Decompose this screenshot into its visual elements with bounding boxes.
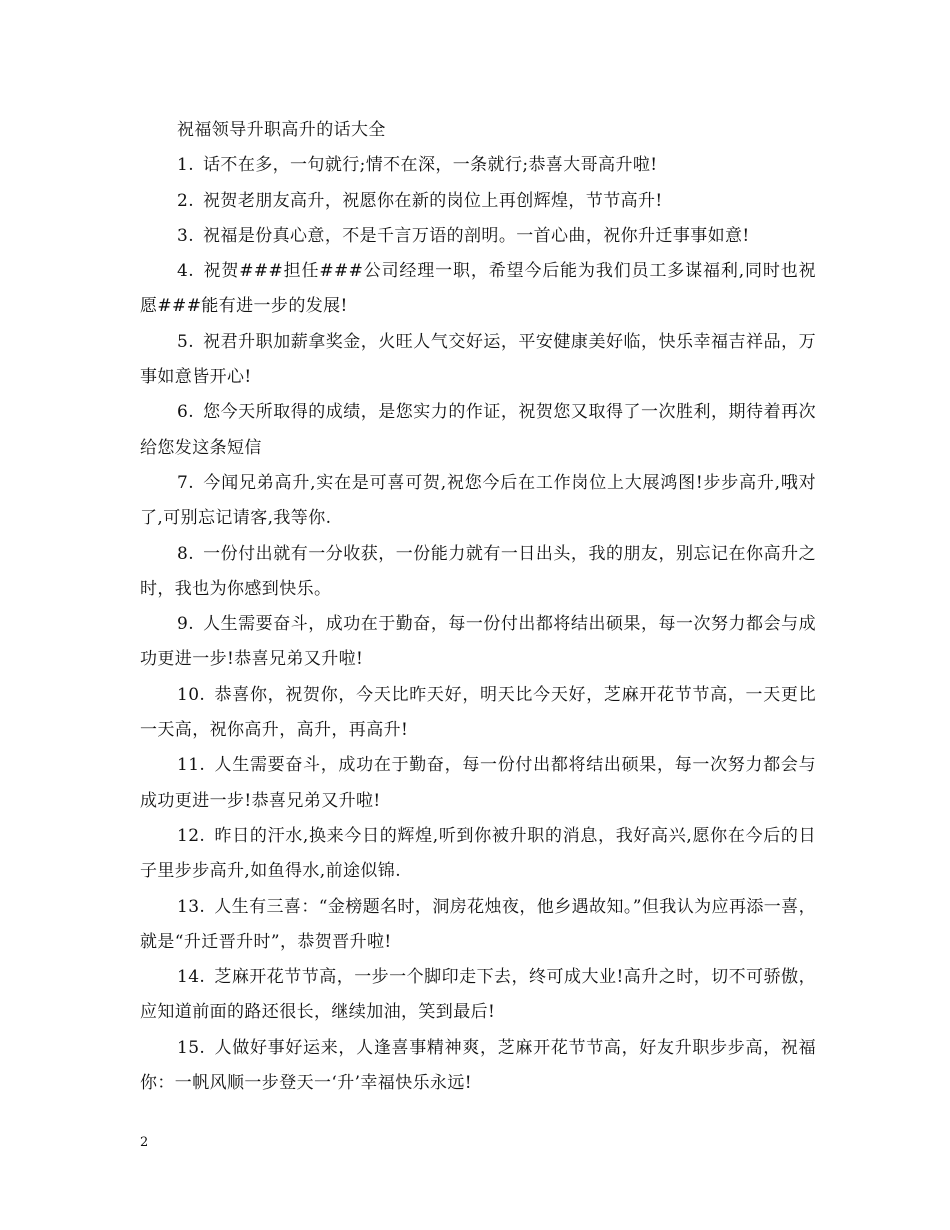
list-item <box>140 184 816 219</box>
item-number: 9. <box>177 614 195 635</box>
list-item <box>140 890 816 961</box>
item-text: 一份付出就有一分收获，一份能力就有一日出头，我的朋友，别忘记在你高升之时，我也为你感到快乐。 <box>140 543 816 599</box>
item-text: 恭喜你，祝贺你，今天比昨天好，明天比今天好，芝麻开花节节高，一天更比一天高，祝你高升，高升，再高升! <box>140 684 816 741</box>
item-text: 芝麻开花节节高，一步一个脚印走下去，终可成大业!高升之时，切不可骄傲，应知道前面的路还很长，继续加油，笑到最后! <box>140 967 816 1023</box>
item-text: 您今天所取得的成绩，是您实力的作证，祝贺您又取得了一次胜利，期待着再次给您发这条短信 <box>140 402 816 458</box>
item-number: 6. <box>177 402 195 423</box>
list-item <box>140 466 816 537</box>
item-text: 人生需要奋斗，成功在于勤奋，每一份付出都将结出硕果，每一次努力都会与成功更进一步!恭喜兄弟又升啦! <box>140 614 816 670</box>
item-text: 祝君升职加薪拿奖金，火旺人气交好运，平安健康美好临，快乐幸福吉祥品，万事如意皆开心! <box>140 331 816 388</box>
item-text: 今闻兄弟高升,实在是可喜可贺,祝您今后在工作岗位上大展鸿图!步步高升,哦对了,可别忘记请客,我等你. <box>140 472 816 529</box>
item-number: 3. <box>177 225 195 246</box>
document-title: 祝福领导升职高升的话大全 <box>177 120 386 140</box>
list-item <box>140 395 816 466</box>
list-item <box>140 960 816 1031</box>
item-number: 12. <box>177 825 206 846</box>
item-text: 人生需要奋斗，成功在于勤奋，每一份付出都将结出硕果，每一次努力都会与成功更进一步!恭喜兄弟又升啦! <box>140 755 816 811</box>
list-item <box>140 219 816 254</box>
list-item <box>140 678 816 749</box>
list-item <box>140 819 816 890</box>
wish-list <box>140 148 816 1101</box>
list-item <box>140 748 816 819</box>
item-number: 15. <box>177 1037 206 1058</box>
item-text: 昨日的汗水,换来今日的辉煌,听到你被升职的消息，我好高兴,愿你在今后的日子里步步高升,如鱼得水,前途似锦. <box>140 825 816 882</box>
item-number: 14. <box>177 967 206 988</box>
list-item <box>140 1031 816 1102</box>
item-number: 11. <box>177 755 206 776</box>
list-item <box>140 148 816 183</box>
item-number: 2. <box>177 190 195 211</box>
document-body <box>140 113 816 1101</box>
item-number: 5. <box>177 331 195 352</box>
list-item <box>140 325 816 396</box>
list-item <box>140 254 816 325</box>
item-number: 10. <box>177 684 206 705</box>
item-number: 4. <box>177 261 195 282</box>
item-text: 人生有三喜：“金榜题名时，洞房花烛夜，他乡遇故知。”但我认为应再添一喜，就是“升迁晋升时”，恭贺晋升啦! <box>140 896 816 952</box>
list-item <box>140 607 816 678</box>
item-number: 8. <box>177 543 195 564</box>
item-number: 13. <box>177 896 206 917</box>
item-number: 1. <box>177 155 195 176</box>
item-number: 7. <box>177 472 195 493</box>
page-number: 2 <box>140 1135 149 1150</box>
item-text: 话不在多，一句就行;情不在深，一条就行;恭喜大哥高升啦! <box>203 155 658 176</box>
item-text: 祝贺老朋友高升，祝愿你在新的岗位上再创辉煌，节节高升! <box>203 190 663 211</box>
item-text: 祝福是份真心意，不是千言万语的剖明。一首心曲，祝你升迁事事如意! <box>203 225 750 246</box>
item-text: 祝贺###担任###公司经理一职，希望今后能为我们员工多谋福利,同时也祝愿###能有进一步的发展! <box>140 261 816 317</box>
list-item <box>140 537 816 608</box>
item-text: 人做好事好运来，人逢喜事精神爽，芝麻开花节节高，好友升职步步高，祝福你：一帆风顺一步登天一‘升’幸福快乐永远! <box>140 1037 816 1094</box>
